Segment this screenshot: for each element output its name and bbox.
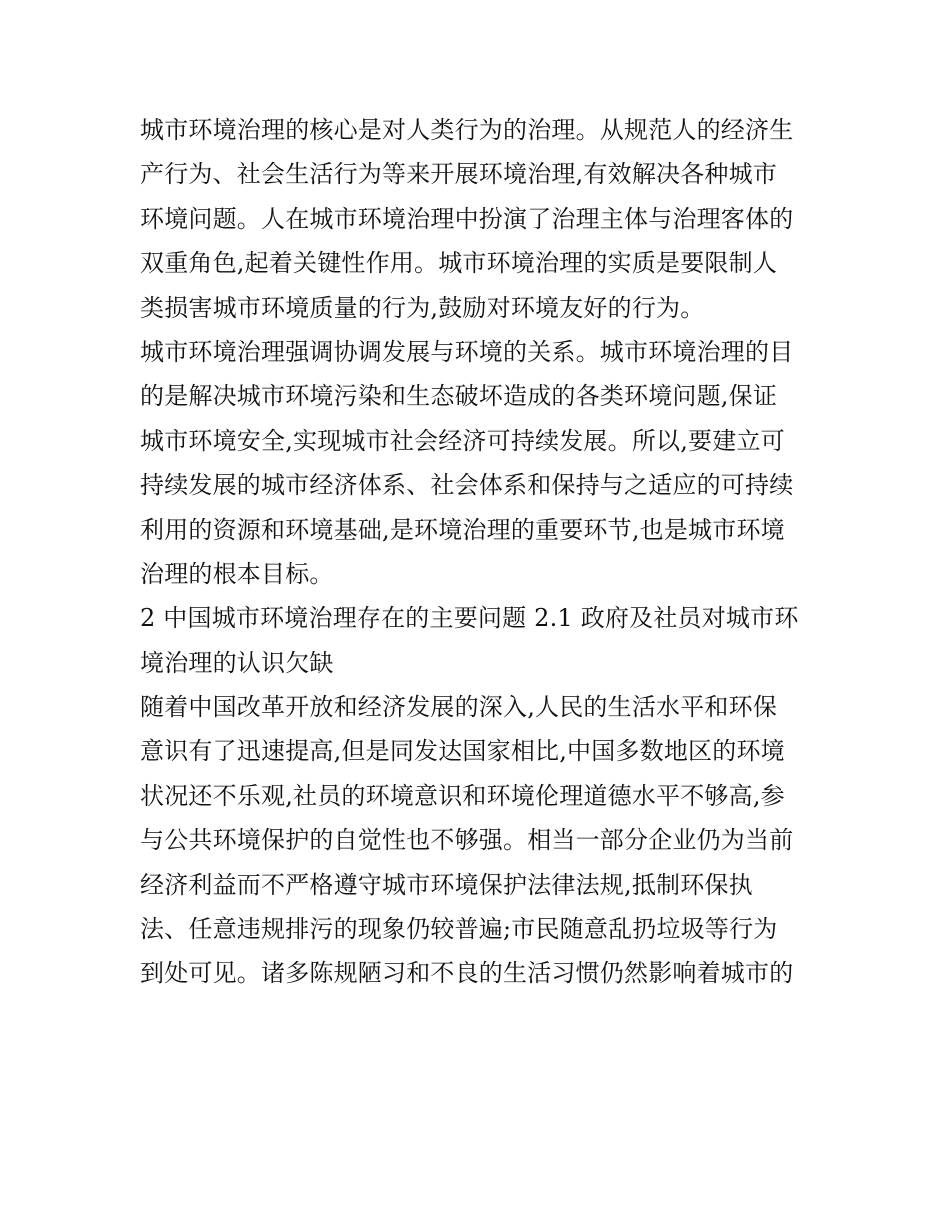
text-line: 经济利益而不严格遵守城市环境保护法律法规,抵制环保执 [140, 870, 753, 899]
text-line: 到处可见。诸多陈规陋习和不良的生活习惯仍然影响着城市的 [140, 959, 794, 988]
text-line: 法、任意违规排污的现象仍较普遍;市民随意乱扔垃圾等行为 [140, 915, 778, 944]
text-line: 利用的资源和环境基础,是环境治理的重要环节,也是城市环境 [140, 515, 785, 544]
text-line: 的是解决城市环境污染和生态破坏造成的各类环境问题,保证 [140, 382, 778, 411]
text-line: 城市环境安全,实现城市社会经济可持续发展。所以,要建立可 [140, 426, 785, 455]
text-line: 持续发展的城市经济体系、社会体系和保持与之适应的可持续 [140, 471, 794, 500]
text-line: 状况还不乐观,社员的环境意识和环境伦理道德水平不够高,参 [140, 781, 785, 810]
text-line: 城市环境治理的核心是对人类行为的治理。从规范人的经济生 [140, 116, 794, 144]
text-line: 产行为、社会生活行为等来开展环境治理,有效解决各种城市 [140, 160, 778, 189]
text-line: 双重角色,起着关键性作用。城市环境治理的实质是要限制人 [140, 249, 778, 278]
text-line: 城市环境治理强调协调发展与环境的关系。城市环境治理的目 [140, 337, 794, 366]
section-heading-line: 境治理的认识欠缺 [140, 648, 334, 677]
section-heading-line: 2 中国城市环境治理存在的主要问题 2.1 政府及社员对城市环 [140, 604, 799, 633]
text-line: 随着中国改革开放和经济发展的深入,人民的生活水平和环保 [140, 693, 778, 722]
text-line: 类损害城市环境质量的行为,鼓励对环境友好的行为。 [140, 293, 705, 322]
document-body [140, 108, 820, 996]
text-line: 与公共环境保护的自觉性也不够强。相当一部分企业仍为当前 [140, 826, 794, 855]
text-line: 意识有了迅速提高,但是同发达国家相比,中国多数地区的环境 [140, 737, 785, 766]
text-line: 环境问题。人在城市环境治理中扮演了治理主体与治理客体的 [140, 204, 794, 233]
text-line: 治理的根本目标。 [140, 559, 334, 588]
